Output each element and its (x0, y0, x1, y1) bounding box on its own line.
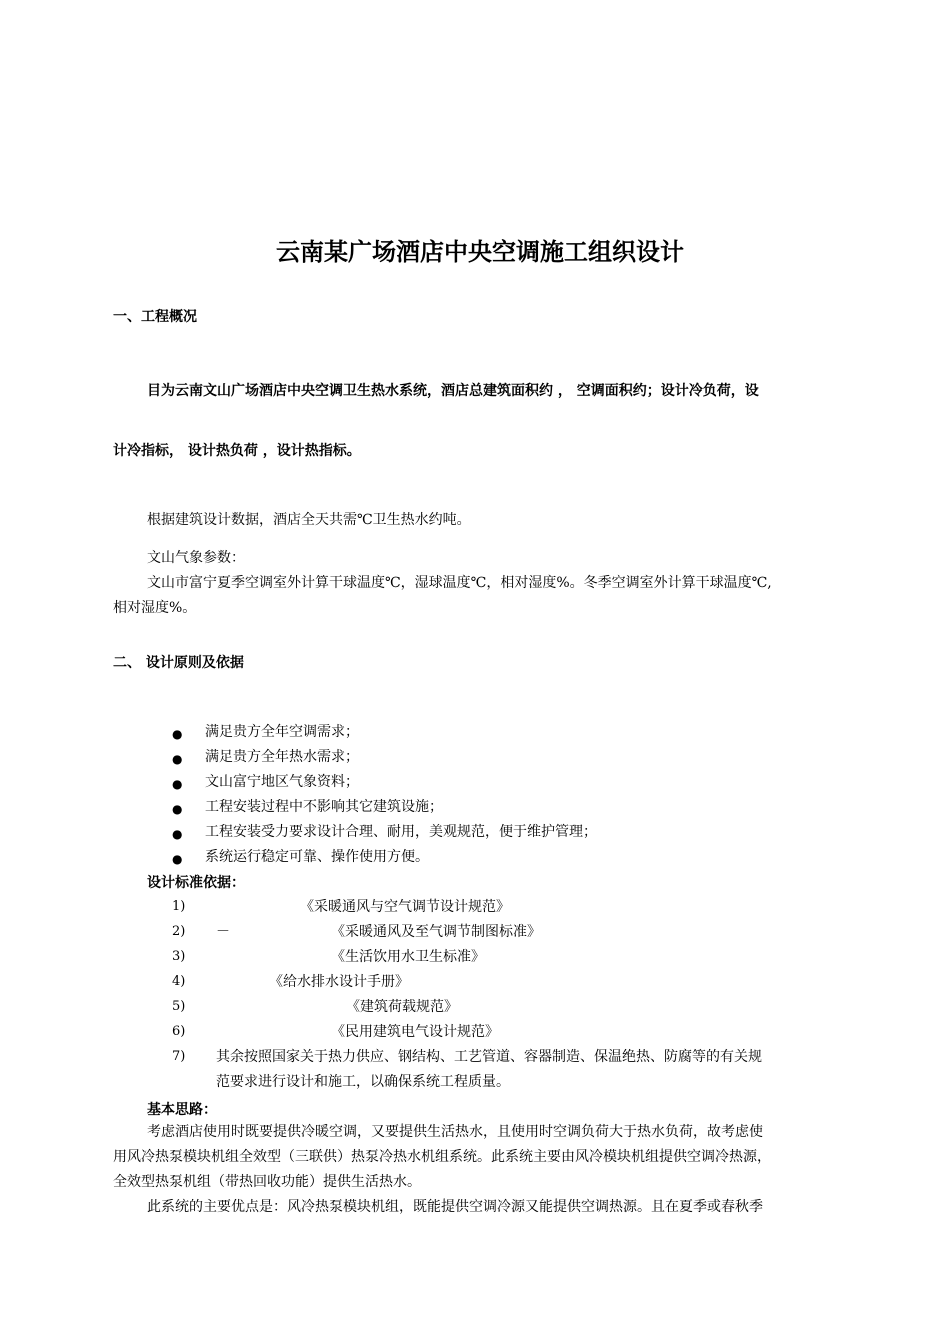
bullet-item: 系统运行稳定可靠、操作使用方便。 (205, 849, 429, 865)
approach-line-2: 用风冷热泵模块机组全效型（三联供）热泵冷热水机组系统。此系统主要由风冷模块机组提供空调冷热源， (113, 1149, 771, 1165)
standards-label: 设计标准依据： (147, 875, 245, 891)
bullet-icon: ● (172, 827, 183, 841)
standard-number: 6) (172, 1024, 186, 1039)
standard-title: 其余按照国家关于热力供应、钢结构、工艺管道、容器制造、保温绝热、防腐等的有关规 (216, 1049, 762, 1065)
page-title: 云南某广场酒店中央空调施工组织设计 (276, 238, 684, 266)
approach-line-1: 考虑酒店使用时既要提供冷暖空调，又要提供生活热水，且使用时空调负荷大于热水负荷，故考虑使 (147, 1124, 763, 1140)
standard-number: 3) (172, 949, 186, 964)
bullet-icon: ● (172, 752, 183, 766)
intro-line-2: 计冷指标， 设计热负荷 ，设计热指标。 (113, 443, 361, 459)
bullet-icon: ● (172, 777, 183, 791)
water-demand-text: 根据建筑设计数据，酒店全天共需℃卫生热水约吨。 (147, 512, 471, 528)
standard-title: 《给水排水设计手册》 (269, 974, 409, 990)
weather-line-1: 文山市富宁夏季空调室外计算干球温度℃，湿球温度℃，相对湿度%。冬季空调室外计算干球温度℃, (147, 575, 772, 591)
standard-title: 《生活饮用水卫生标准》 (331, 949, 485, 965)
weather-label: 文山气象参数： (147, 550, 245, 566)
standard-number: 5) (172, 999, 186, 1014)
bullet-icon: ● (172, 727, 183, 741)
approach-line-3: 全效型热泵机组（带热回收功能）提供生活热水。 (113, 1174, 421, 1190)
bullet-item: 工程安装受力要求设计合理、耐用，美观规范，便于维护管理； (205, 824, 597, 840)
standard-title: 《采暖通风及至气调节制图标准》 (331, 924, 541, 940)
bullet-icon: ● (172, 802, 183, 816)
section-1-heading: 一、工程概况 (113, 309, 197, 325)
advantage-line-1: 此系统的主要优点是：风冷热泵模块机组，既能提供空调冷源又能提供空调热源。且在夏季或春秋季 (147, 1199, 763, 1215)
standard-number: 4) (172, 974, 186, 989)
bullet-item: 工程安装过程中不影响其它建筑设施； (205, 799, 443, 815)
standard-number: 2) (172, 924, 186, 939)
bullet-item: 满足贵方全年热水需求； (205, 749, 359, 765)
bullet-icon: ● (172, 852, 183, 866)
weather-line-2: 相对湿度%。 (113, 600, 197, 616)
bullet-item: 满足贵方全年空调需求； (205, 724, 359, 740)
standard-title: 《建筑荷载规范》 (346, 999, 458, 1015)
standard-number: 1) (172, 899, 186, 914)
standard-title: 《民用建筑电气设计规范》 (331, 1024, 499, 1040)
bullet-item: 文山富宁地区气象资料； (205, 774, 359, 790)
approach-label: 基本思路： (147, 1102, 217, 1118)
standard-number: 7) (172, 1049, 186, 1064)
standard-dash: － (216, 924, 230, 940)
intro-line-1: 目为云南文山广场酒店中央空调卫生热水系统，酒店总建筑面积约 ， 空调面积约；设计冷负荷，设 (147, 383, 759, 399)
standard-title: 《采暖通风与空气调节设计规范》 (300, 899, 510, 915)
standard-title-continued: 范要求进行设计和施工，以确保系统工程质量。 (216, 1074, 510, 1090)
section-2-heading: 二、 设计原则及依据 (113, 655, 244, 671)
